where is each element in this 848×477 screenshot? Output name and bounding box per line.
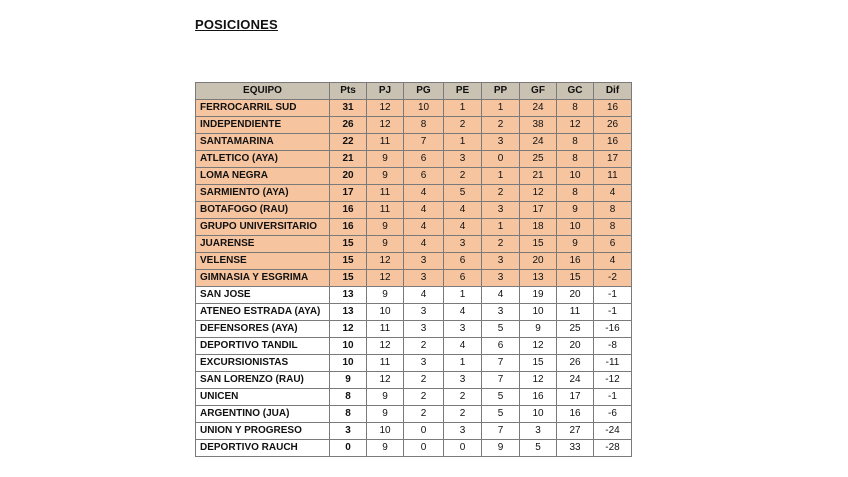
cell-points: 16 xyxy=(330,219,367,236)
cell-team-name: VELENSE xyxy=(196,253,330,270)
cell-lost: 2 xyxy=(482,236,520,253)
cell-drawn: 2 xyxy=(444,406,482,423)
cell-played: 11 xyxy=(367,134,404,151)
cell-goal-diff: -6 xyxy=(594,406,632,423)
cell-points: 9 xyxy=(330,372,367,389)
cell-drawn: 4 xyxy=(444,202,482,219)
cell-points: 10 xyxy=(330,355,367,372)
cell-team-name: BOTAFOGO (RAU) xyxy=(196,202,330,219)
cell-won: 2 xyxy=(404,338,444,355)
cell-team-name: GIMNASIA Y ESGRIMA xyxy=(196,270,330,287)
cell-goals-for: 20 xyxy=(520,253,557,270)
cell-team-name: DEPORTIVO RAUCH xyxy=(196,440,330,457)
cell-drawn: 4 xyxy=(444,219,482,236)
header-gc: GC xyxy=(557,83,594,100)
cell-goals-against: 27 xyxy=(557,423,594,440)
cell-goals-for: 5 xyxy=(520,440,557,457)
cell-team-name: ATENEO ESTRADA (AYA) xyxy=(196,304,330,321)
cell-points: 0 xyxy=(330,440,367,457)
cell-points: 13 xyxy=(330,304,367,321)
cell-won: 3 xyxy=(404,321,444,338)
cell-won: 8 xyxy=(404,117,444,134)
cell-lost: 9 xyxy=(482,440,520,457)
cell-played: 9 xyxy=(367,406,404,423)
cell-goals-for: 13 xyxy=(520,270,557,287)
header-pts: Pts xyxy=(330,83,367,100)
cell-goals-against: 20 xyxy=(557,287,594,304)
cell-lost: 3 xyxy=(482,253,520,270)
cell-drawn: 2 xyxy=(444,117,482,134)
cell-goal-diff: -11 xyxy=(594,355,632,372)
cell-goals-for: 12 xyxy=(520,338,557,355)
table-row xyxy=(196,236,632,253)
cell-points: 10 xyxy=(330,338,367,355)
cell-lost: 1 xyxy=(482,168,520,185)
cell-goal-diff: 8 xyxy=(594,202,632,219)
cell-goals-for: 9 xyxy=(520,321,557,338)
cell-goal-diff: -8 xyxy=(594,338,632,355)
header-pj: PJ xyxy=(367,83,404,100)
cell-drawn: 6 xyxy=(444,270,482,287)
cell-team-name: INDEPENDIENTE xyxy=(196,117,330,134)
cell-played: 9 xyxy=(367,287,404,304)
cell-goals-against: 9 xyxy=(557,236,594,253)
cell-lost: 7 xyxy=(482,423,520,440)
cell-goals-for: 17 xyxy=(520,202,557,219)
cell-goal-diff: -24 xyxy=(594,423,632,440)
cell-goals-against: 15 xyxy=(557,270,594,287)
table-row xyxy=(196,338,632,355)
cell-won: 2 xyxy=(404,372,444,389)
cell-goals-against: 33 xyxy=(557,440,594,457)
cell-goals-against: 9 xyxy=(557,202,594,219)
cell-team-name: SARMIENTO (AYA) xyxy=(196,185,330,202)
table-row xyxy=(196,287,632,304)
standings-body xyxy=(196,100,632,457)
cell-goals-for: 24 xyxy=(520,134,557,151)
cell-goals-for: 18 xyxy=(520,219,557,236)
cell-played: 11 xyxy=(367,202,404,219)
cell-goals-against: 12 xyxy=(557,117,594,134)
table-row xyxy=(196,304,632,321)
cell-goals-against: 10 xyxy=(557,219,594,236)
cell-goal-diff: -1 xyxy=(594,287,632,304)
cell-goals-for: 12 xyxy=(520,185,557,202)
cell-drawn: 1 xyxy=(444,134,482,151)
cell-goals-against: 26 xyxy=(557,355,594,372)
cell-points: 16 xyxy=(330,202,367,219)
header-pe: PE xyxy=(444,83,482,100)
cell-won: 6 xyxy=(404,168,444,185)
cell-drawn: 5 xyxy=(444,185,482,202)
cell-points: 17 xyxy=(330,185,367,202)
table-row xyxy=(196,117,632,134)
cell-drawn: 3 xyxy=(444,321,482,338)
cell-played: 12 xyxy=(367,372,404,389)
cell-points: 26 xyxy=(330,117,367,134)
table-row xyxy=(196,321,632,338)
cell-won: 4 xyxy=(404,236,444,253)
cell-drawn: 4 xyxy=(444,304,482,321)
table-row xyxy=(196,168,632,185)
table-row xyxy=(196,270,632,287)
cell-played: 11 xyxy=(367,355,404,372)
header-pg: PG xyxy=(404,83,444,100)
cell-goal-diff: 26 xyxy=(594,117,632,134)
page-title: POSICIONES xyxy=(195,17,278,32)
cell-lost: 1 xyxy=(482,219,520,236)
cell-drawn: 3 xyxy=(444,236,482,253)
cell-goals-for: 3 xyxy=(520,423,557,440)
cell-goals-against: 11 xyxy=(557,304,594,321)
cell-goal-diff: 11 xyxy=(594,168,632,185)
cell-goal-diff: -1 xyxy=(594,389,632,406)
cell-points: 12 xyxy=(330,321,367,338)
cell-played: 9 xyxy=(367,236,404,253)
cell-won: 3 xyxy=(404,355,444,372)
cell-points: 20 xyxy=(330,168,367,185)
cell-points: 15 xyxy=(330,253,367,270)
cell-played: 9 xyxy=(367,168,404,185)
cell-team-name: SAN LORENZO (RAU) xyxy=(196,372,330,389)
table-row xyxy=(196,253,632,270)
cell-goals-for: 38 xyxy=(520,117,557,134)
cell-team-name: EXCURSIONISTAS xyxy=(196,355,330,372)
cell-team-name: UNICEN xyxy=(196,389,330,406)
cell-won: 4 xyxy=(404,287,444,304)
cell-goals-for: 25 xyxy=(520,151,557,168)
cell-goals-against: 10 xyxy=(557,168,594,185)
cell-goal-diff: 16 xyxy=(594,134,632,151)
cell-won: 2 xyxy=(404,406,444,423)
cell-drawn: 3 xyxy=(444,423,482,440)
cell-played: 12 xyxy=(367,100,404,117)
cell-lost: 3 xyxy=(482,202,520,219)
cell-won: 3 xyxy=(404,253,444,270)
cell-points: 15 xyxy=(330,236,367,253)
cell-played: 12 xyxy=(367,253,404,270)
cell-team-name: JUARENSE xyxy=(196,236,330,253)
cell-won: 4 xyxy=(404,219,444,236)
cell-points: 8 xyxy=(330,389,367,406)
table-row xyxy=(196,219,632,236)
cell-lost: 3 xyxy=(482,304,520,321)
table-row xyxy=(196,134,632,151)
cell-team-name: ARGENTINO (JUA) xyxy=(196,406,330,423)
cell-goals-against: 16 xyxy=(557,406,594,423)
cell-goal-diff: -12 xyxy=(594,372,632,389)
table-row xyxy=(196,185,632,202)
cell-lost: 6 xyxy=(482,338,520,355)
cell-goals-against: 24 xyxy=(557,372,594,389)
cell-goal-diff: -2 xyxy=(594,270,632,287)
cell-won: 4 xyxy=(404,185,444,202)
cell-lost: 7 xyxy=(482,355,520,372)
cell-goals-for: 15 xyxy=(520,355,557,372)
cell-goals-for: 24 xyxy=(520,100,557,117)
cell-won: 2 xyxy=(404,389,444,406)
cell-points: 21 xyxy=(330,151,367,168)
table-row xyxy=(196,372,632,389)
cell-goal-diff: 16 xyxy=(594,100,632,117)
cell-drawn: 2 xyxy=(444,168,482,185)
cell-played: 11 xyxy=(367,321,404,338)
cell-goal-diff: 4 xyxy=(594,253,632,270)
cell-goal-diff: 17 xyxy=(594,151,632,168)
cell-goals-for: 21 xyxy=(520,168,557,185)
cell-played: 12 xyxy=(367,338,404,355)
cell-lost: 2 xyxy=(482,117,520,134)
cell-drawn: 4 xyxy=(444,338,482,355)
cell-goals-for: 15 xyxy=(520,236,557,253)
cell-drawn: 3 xyxy=(444,372,482,389)
cell-goal-diff: -28 xyxy=(594,440,632,457)
cell-points: 3 xyxy=(330,423,367,440)
cell-won: 10 xyxy=(404,100,444,117)
cell-played: 9 xyxy=(367,440,404,457)
cell-played: 12 xyxy=(367,270,404,287)
cell-lost: 5 xyxy=(482,406,520,423)
cell-drawn: 1 xyxy=(444,100,482,117)
cell-goals-for: 10 xyxy=(520,304,557,321)
cell-lost: 0 xyxy=(482,151,520,168)
cell-goals-against: 25 xyxy=(557,321,594,338)
cell-drawn: 1 xyxy=(444,355,482,372)
cell-team-name: UNION Y PROGRESO xyxy=(196,423,330,440)
cell-goals-against: 8 xyxy=(557,151,594,168)
table-header-row xyxy=(196,83,632,100)
cell-goal-diff: 6 xyxy=(594,236,632,253)
cell-team-name: GRUPO UNIVERSITARIO xyxy=(196,219,330,236)
cell-team-name: SANTAMARINA xyxy=(196,134,330,151)
table-row xyxy=(196,151,632,168)
cell-goals-against: 20 xyxy=(557,338,594,355)
cell-team-name: FERROCARRIL SUD xyxy=(196,100,330,117)
cell-lost: 7 xyxy=(482,372,520,389)
cell-drawn: 0 xyxy=(444,440,482,457)
cell-team-name: DEFENSORES (AYA) xyxy=(196,321,330,338)
cell-points: 15 xyxy=(330,270,367,287)
cell-drawn: 3 xyxy=(444,151,482,168)
cell-goal-diff: 8 xyxy=(594,219,632,236)
cell-goals-for: 19 xyxy=(520,287,557,304)
cell-won: 3 xyxy=(404,304,444,321)
cell-goals-against: 8 xyxy=(557,134,594,151)
cell-goals-against: 8 xyxy=(557,185,594,202)
cell-goals-for: 10 xyxy=(520,406,557,423)
table-row xyxy=(196,355,632,372)
cell-played: 9 xyxy=(367,151,404,168)
table-row xyxy=(196,406,632,423)
cell-drawn: 1 xyxy=(444,287,482,304)
table-row xyxy=(196,440,632,457)
table-row xyxy=(196,389,632,406)
cell-team-name: LOMA NEGRA xyxy=(196,168,330,185)
cell-won: 7 xyxy=(404,134,444,151)
cell-played: 10 xyxy=(367,304,404,321)
standings-table xyxy=(195,82,632,457)
cell-lost: 3 xyxy=(482,134,520,151)
cell-played: 10 xyxy=(367,423,404,440)
cell-goal-diff: -16 xyxy=(594,321,632,338)
cell-goal-diff: 4 xyxy=(594,185,632,202)
cell-played: 9 xyxy=(367,389,404,406)
cell-goals-for: 16 xyxy=(520,389,557,406)
cell-won: 6 xyxy=(404,151,444,168)
cell-team-name: SAN JOSE xyxy=(196,287,330,304)
cell-won: 3 xyxy=(404,270,444,287)
cell-drawn: 2 xyxy=(444,389,482,406)
cell-lost: 5 xyxy=(482,321,520,338)
cell-played: 11 xyxy=(367,185,404,202)
cell-points: 13 xyxy=(330,287,367,304)
cell-lost: 2 xyxy=(482,185,520,202)
cell-goals-against: 16 xyxy=(557,253,594,270)
cell-team-name: DEPORTIVO TANDIL xyxy=(196,338,330,355)
cell-played: 12 xyxy=(367,117,404,134)
cell-won: 0 xyxy=(404,423,444,440)
cell-lost: 5 xyxy=(482,389,520,406)
cell-goals-against: 8 xyxy=(557,100,594,117)
cell-drawn: 6 xyxy=(444,253,482,270)
cell-lost: 3 xyxy=(482,270,520,287)
cell-goal-diff: -1 xyxy=(594,304,632,321)
cell-lost: 4 xyxy=(482,287,520,304)
header-pp: PP xyxy=(482,83,520,100)
cell-goals-against: 17 xyxy=(557,389,594,406)
cell-goals-for: 12 xyxy=(520,372,557,389)
cell-points: 8 xyxy=(330,406,367,423)
header-dif: Dif xyxy=(594,83,632,100)
cell-points: 31 xyxy=(330,100,367,117)
cell-won: 0 xyxy=(404,440,444,457)
header-equipo: EQUIPO xyxy=(196,83,330,100)
cell-played: 9 xyxy=(367,219,404,236)
header-gf: GF xyxy=(520,83,557,100)
table-row xyxy=(196,100,632,117)
table-row xyxy=(196,202,632,219)
table-row xyxy=(196,423,632,440)
cell-won: 4 xyxy=(404,202,444,219)
cell-lost: 1 xyxy=(482,100,520,117)
cell-team-name: ATLETICO (AYA) xyxy=(196,151,330,168)
cell-points: 22 xyxy=(330,134,367,151)
